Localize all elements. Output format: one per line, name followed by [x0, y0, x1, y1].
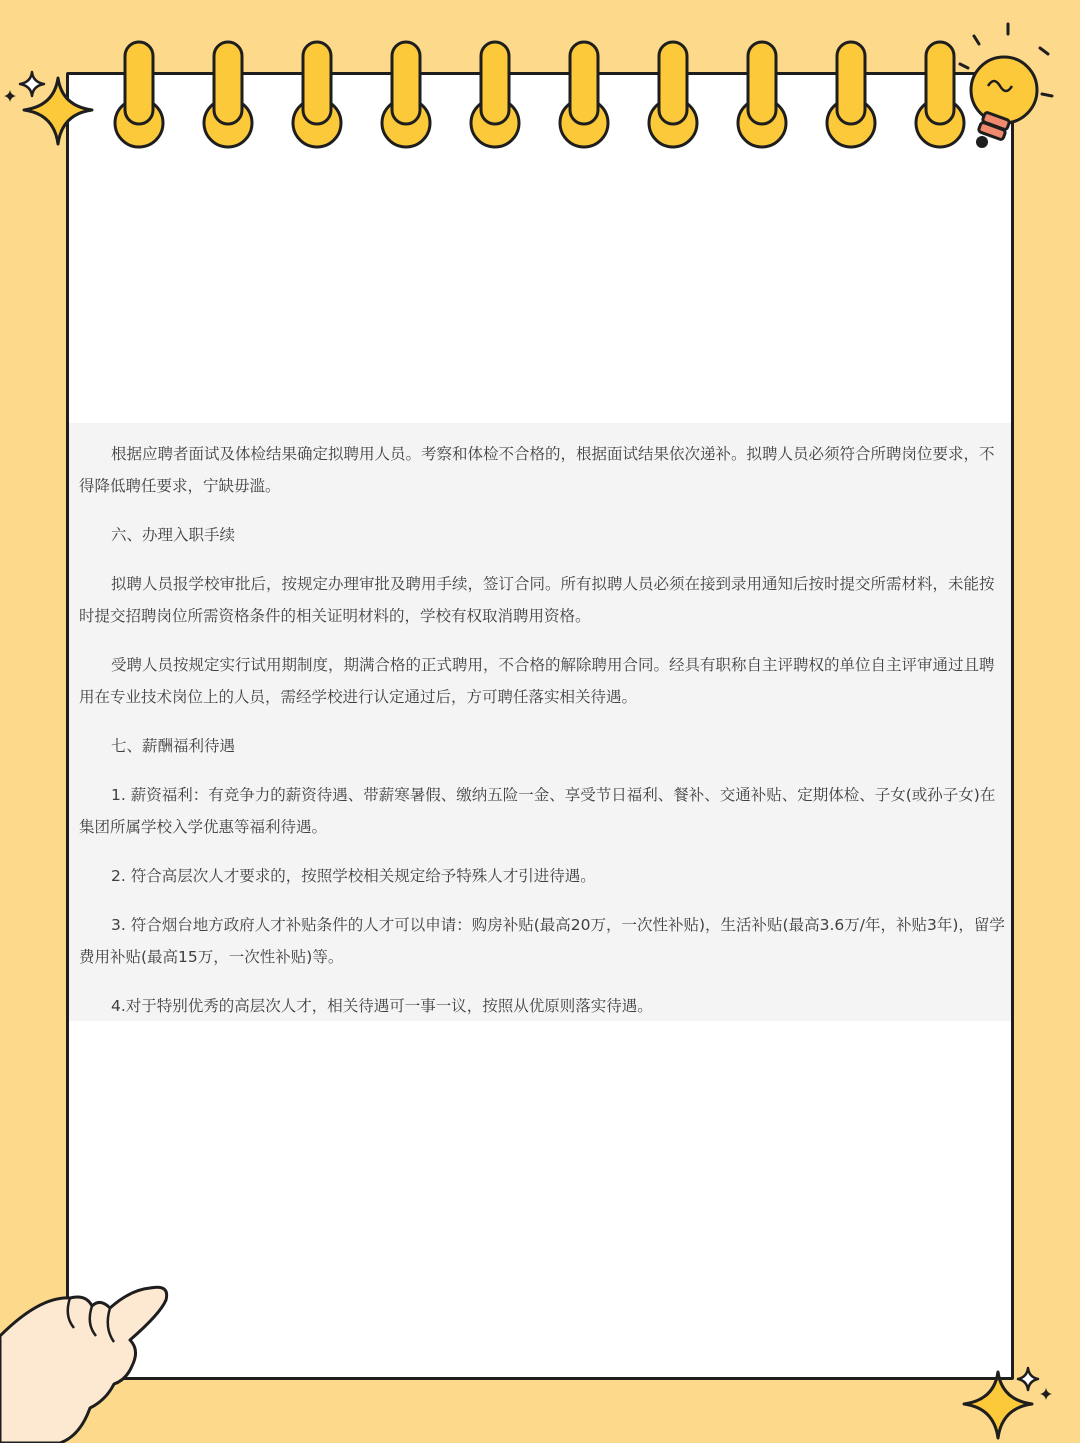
paragraph-probation: 受聘人员按规定实行试用期制度，期满合格的正式聘用，不合格的解除聘用合同。经具有职称自主评聘权的单位自主评审通过且聘用在专业技术岗位上的人员，需经学校进行认定通过后，方可聘任落实相关待遇。: [79, 656, 995, 706]
document-text-block: [69, 423, 1011, 1021]
benefit-item-4: 4.对于特别优秀的高层次人才，相关待遇可一事一议，按照从优原则落实待遇。: [111, 997, 653, 1015]
benefit-item-3: 3. 符合烟台地方政府人才补贴条件的人才可以申请：购房补贴(最高20万，一次性补贴)，生活补贴(最高3.6万/年，补贴3年)，留学费用补贴(最高15万，一次性补贴)等。: [79, 916, 1005, 966]
section-heading-onboarding: 六、办理入职手续: [111, 526, 236, 544]
benefit-item-2: 2. 符合高层次人才要求的，按照学校相关规定给予特殊人才引进待遇。: [111, 867, 596, 885]
paragraph-hiring-decision: 根据应聘者面试及体检结果确定拟聘用人员。考察和体检不合格的，根据面试结果依次递补。拟聘人员必须符合所聘岗位要求，不得降低聘任要求，宁缺毋滥。: [79, 445, 995, 495]
section-heading-benefits: 七、薪酬福利待遇: [111, 737, 236, 755]
benefit-item-1: 1. 薪资福利：有竞争力的薪资待遇、带薪寒暑假、缴纳五险一金、享受节日福利、餐补、交通补贴、定期体检、子女(或孙子女)在集团所属学校入学优惠等福利待遇。: [79, 786, 996, 836]
paragraph-onboarding-procedure: 拟聘人员报学校审批后，按规定办理审批及聘用手续，签订合同。所有拟聘人员必须在接到录用通知后按时提交所需材料，未能按时提交招聘岗位所需资格条件的相关证明材料的，学校有权取消聘用资格。: [79, 575, 995, 625]
